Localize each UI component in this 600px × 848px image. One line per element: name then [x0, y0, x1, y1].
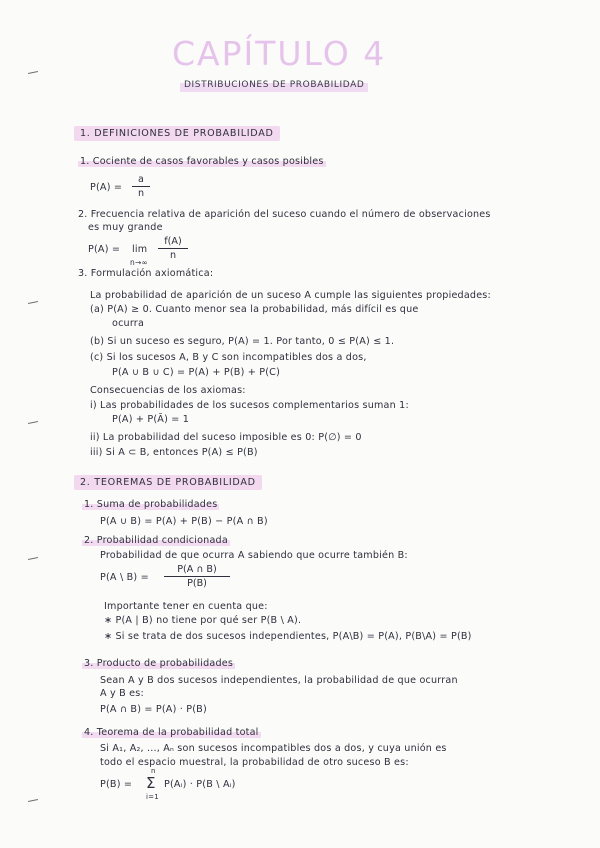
item-2-fraction: [158, 236, 188, 261]
consequence-i-line-1: i) Las probabilidades de los sucesos complementarios suman 1:: [90, 400, 409, 411]
chapter-subtitle: DISTRIBUCIONES DE PROBABILIDAD: [180, 78, 368, 92]
theorem-1-label: 1. Suma de probabilidades: [84, 499, 218, 510]
fraction-bar: [158, 248, 188, 249]
theorem-4-formula-rhs: P(Aᵢ) · P(B \ Aᵢ): [164, 779, 236, 790]
axiom-a-line-1: (a) P(A) ≥ 0. Cuanto menor sea la probabilidad, más difícil es que: [90, 304, 419, 315]
sigma-lower-limit: i=1: [146, 793, 159, 801]
item-2-line-2: es muy grande: [88, 222, 163, 233]
fraction-denominator: n: [169, 250, 177, 261]
fraction-bar: [132, 186, 150, 187]
section-heading-definitions: 1. DEFINICIONES DE PROBABILIDAD: [74, 126, 280, 141]
consequence-ii: ii) La probabilidad del suceso imposible es 0: P(∅) = 0: [90, 432, 362, 443]
fraction-bar: [164, 576, 230, 577]
limit-subscript: n→∞: [130, 258, 148, 267]
theorem-4-line-1: Si A₁, A₂, ..., Aₙ son sucesos incompatibles dos a dos, y cuya unión es: [100, 743, 447, 754]
theorem-1-formula: P(A ∪ B) = P(A) + P(B) − P(A ∩ B): [100, 516, 268, 527]
theorem-2-bullet-2: ∗ Si se trata de dos sucesos independientes, P(A\B) = P(A), P(B\A) = P(B): [104, 631, 472, 642]
section-heading-theorems: 2. TEOREMAS DE PROBABILIDAD: [74, 475, 262, 490]
theorem-2-fraction: [164, 564, 230, 589]
theorem-2-bullet-1: ∗ P(A | B) no tiene por qué ser P(B \ A).: [104, 615, 302, 626]
margin-mark: [28, 557, 38, 560]
chapter-title: CAPÍTULO 4: [172, 34, 387, 73]
item-3-label: 3. Formulación axiomática:: [78, 268, 214, 279]
theorem-4-label: 4. Teorema de la probabilidad total: [84, 727, 259, 738]
item-1-fraction: [132, 174, 150, 199]
fraction-denominator: P(B): [187, 578, 207, 589]
theorem-2-note: Importante tener en cuenta que:: [104, 601, 268, 612]
margin-mark: [28, 71, 38, 74]
item-2-formula-lhs: P(A) =: [88, 244, 121, 255]
axiom-b: (b) Si un suceso es seguro, P(A) = 1. Por tanto, 0 ≤ P(A) ≤ 1.: [90, 336, 395, 347]
fraction-numerator: P(A ∩ B): [177, 564, 217, 575]
theorem-3-label: 3. Producto de probabilidades: [84, 658, 234, 669]
fraction-numerator: f(A): [164, 236, 182, 247]
item-1-formula-lhs: P(A) =: [90, 182, 123, 193]
item-1-label: 1. Cociente de casos favorables y casos posibles: [80, 156, 324, 167]
theorem-4-formula-lhs: P(B) =: [100, 779, 133, 790]
sigma-upper-limit: n: [151, 767, 156, 775]
item-2-line-1: 2. Frecuencia relativa de aparición del suceso cuando el número de observaciones: [78, 209, 491, 220]
theorem-2-formula-lhs: P(A \ B) =: [100, 572, 149, 583]
theorem-2-description: Probabilidad de que ocurra A sabiendo que ocurre también B:: [100, 550, 408, 561]
axiom-a-line-2: ocurra: [112, 318, 145, 329]
sigma-symbol: Σ: [146, 774, 156, 792]
margin-mark: [28, 799, 38, 802]
axiom-c-line-1: (c) Si los sucesos A, B y C son incompatibles dos a dos,: [90, 352, 367, 363]
margin-mark: [28, 301, 38, 304]
consequence-i-line-2: P(A) + P(Ā) = 1: [112, 414, 190, 425]
axiom-c-line-2: P(A ∪ B ∪ C) = P(A) + P(B) + P(C): [112, 367, 281, 378]
theorem-3-line-2: A y B es:: [100, 688, 144, 699]
axioms-intro: La probabilidad de aparición de un suceso A cumple las siguientes propiedades:: [90, 290, 491, 301]
fraction-numerator: a: [138, 174, 144, 185]
limit-operator: lim: [132, 244, 148, 255]
theorem-4-line-2: todo el espacio muestral, la probabilidad de otro suceso B es:: [100, 757, 409, 768]
theorem-2-label: 2. Probabilidad condicionada: [84, 535, 228, 546]
theorem-3-line-1: Sean A y B dos sucesos independientes, la probabilidad de que ocurran: [100, 675, 458, 686]
consequence-iii: iii) Si A ⊂ B, entonces P(A) ≤ P(B): [90, 447, 258, 458]
margin-mark: [28, 421, 38, 424]
theorem-3-formula: P(A ∩ B) = P(A) · P(B): [100, 704, 207, 715]
axioms-consequences: Consecuencias de los axiomas:: [90, 385, 246, 396]
fraction-denominator: n: [137, 188, 145, 199]
